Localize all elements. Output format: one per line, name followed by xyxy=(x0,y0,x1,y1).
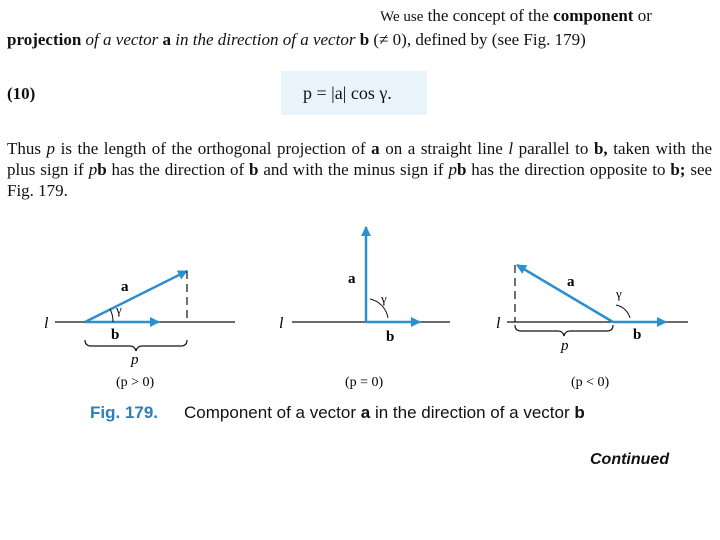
panel-p-negative xyxy=(496,265,688,390)
para-b3: b xyxy=(249,160,259,179)
label-b-2: b xyxy=(386,329,395,345)
label-l-2: l xyxy=(279,315,284,332)
vector-a-arrow-1 xyxy=(85,271,187,322)
para-b5: b; xyxy=(670,160,686,179)
para-p3: p xyxy=(448,160,457,179)
para-s7: and with the minus sign if xyxy=(263,160,444,179)
para-s2: is the length of the orthogonal projection of xyxy=(60,139,366,158)
para-s8: has the direction opposite to xyxy=(471,160,666,179)
para-s9: see Fig. 179. xyxy=(7,160,713,200)
para-b4: b xyxy=(456,160,467,179)
explanation-paragraph xyxy=(7,138,712,201)
brace-p-3 xyxy=(515,325,613,336)
caption-text: Component of a vector xyxy=(184,403,357,422)
label-l-3: l xyxy=(496,315,501,332)
equation-expression: p = |a| cos γ. xyxy=(303,83,392,103)
intro-text-1: the concept of the xyxy=(427,6,549,25)
para-b2: b xyxy=(97,160,107,179)
label-a-2: a xyxy=(348,271,356,287)
label-p-1: p xyxy=(131,352,139,368)
vector-b: b xyxy=(359,30,370,49)
para-s6: has the direction of xyxy=(111,160,245,179)
label-p-3: p xyxy=(561,338,569,354)
intro-line-2 xyxy=(7,30,586,50)
caption-b: b xyxy=(574,403,585,422)
caption-mid: in the direction of a vector xyxy=(374,403,570,422)
label-gamma-2: γ xyxy=(381,291,387,306)
term-projection: projection xyxy=(7,30,82,49)
para-s1: Thus xyxy=(7,139,41,158)
vector-a-arrow-3 xyxy=(517,265,613,322)
para-a1: a xyxy=(371,139,380,158)
para-p1: p xyxy=(46,139,56,158)
brace-p-1 xyxy=(85,340,187,351)
label-gamma-1: γ xyxy=(116,302,122,317)
cond-2: (p = 0) xyxy=(345,375,384,390)
caption-a: a xyxy=(360,403,371,422)
term-component: component xyxy=(553,6,634,25)
intro-or: or xyxy=(637,6,652,25)
equation-number: (10) xyxy=(7,84,36,103)
gamma-arc-3 xyxy=(616,305,630,318)
intro-t3: , defined by (see Fig. 179) xyxy=(406,30,586,49)
gamma-arc-1 xyxy=(110,309,113,322)
we-use-text: We use xyxy=(380,9,424,25)
para-p2: p xyxy=(88,160,98,179)
intro-t2: in the direction of a vector xyxy=(175,30,356,49)
label-gamma-3: γ xyxy=(616,286,622,301)
label-l-1: l xyxy=(44,315,49,332)
label-a-3: a xyxy=(567,274,575,290)
label-b-3: b xyxy=(633,327,642,343)
continued-label: Continued xyxy=(590,451,670,468)
intro-t1: of a vector xyxy=(85,30,159,49)
para-b1: b, xyxy=(593,139,608,158)
panel-p-positive xyxy=(44,271,235,390)
cond-1: (p > 0) xyxy=(116,375,155,390)
para-s3: on a straight line xyxy=(385,139,503,158)
cond-3: (p < 0) xyxy=(571,375,610,390)
para-l: l xyxy=(508,139,514,158)
label-a-1: a xyxy=(121,279,129,295)
label-b-1: b xyxy=(111,327,120,343)
caption-label: Fig. 179. xyxy=(90,403,159,422)
neq-zero: (≠ 0) xyxy=(373,30,407,49)
figure-179 xyxy=(0,215,720,400)
panel-p-zero xyxy=(279,227,450,390)
para-s5: taken with the plus sign if xyxy=(7,139,713,179)
para-s4: parallel to xyxy=(518,139,589,158)
figure-caption xyxy=(90,403,585,423)
intro-line-1 xyxy=(380,6,652,27)
vector-a: a xyxy=(162,30,171,49)
